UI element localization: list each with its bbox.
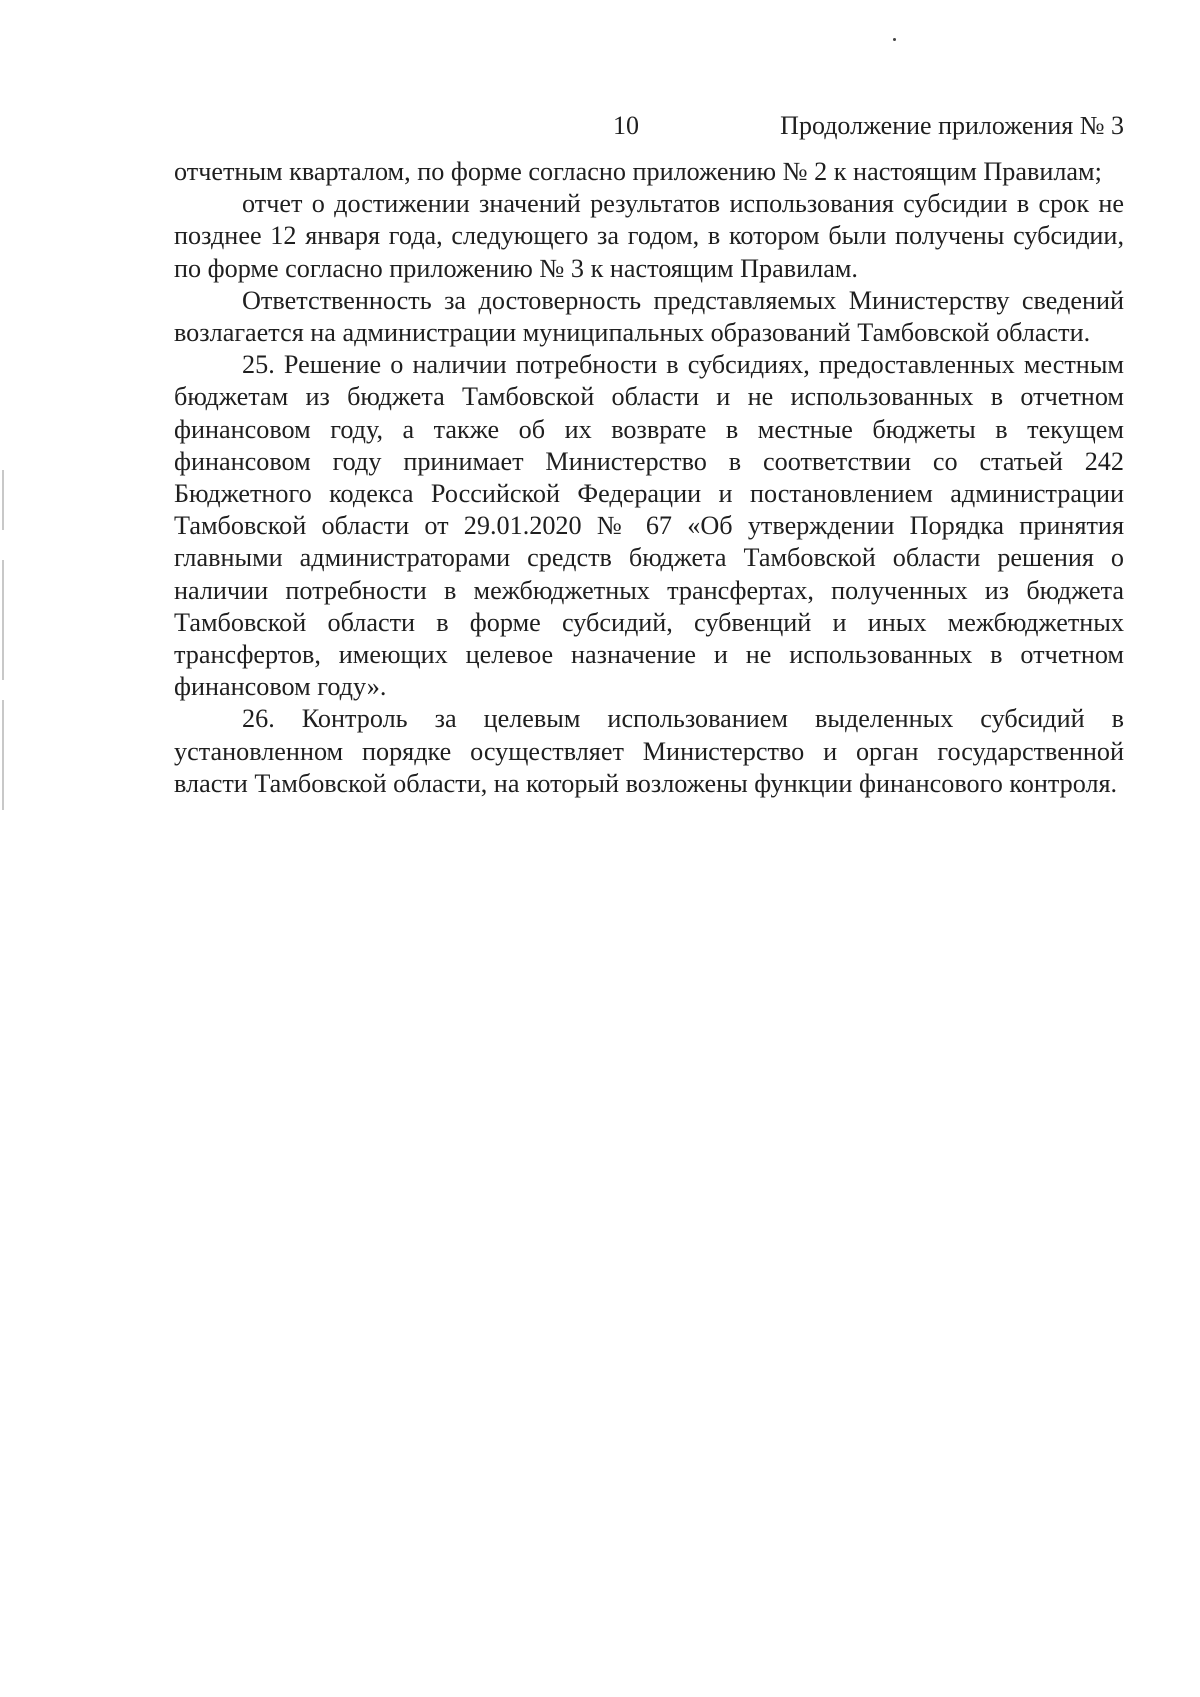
paragraph: 25. Решение о наличии потребности в субсидиях, предоставленных местным бюджетам из бюджета Тамбовской области и не использованных в отчетном финансовом году, а также об их возврате в местные бюджеты в текущем финансовом году принимает Министерство в соответствии со статьей 242 Бюджетного кодекса Российской Федерации и постановлением администрации Тамбовской области от 29.01.2020 № 67 «Об утверждении Порядка принятия главными администраторами средств бюджета Тамбовской области решения о наличии потребности в межбюджетных трансфертах, полученных из бюджета Тамбовской области в форме субсидий, субвенций и иных межбюджетных трансфертов, имеющих целевое назначение и не использованных в отчетном финансовом году». <box>174 350 1124 702</box>
paragraph: отчетным кварталом, по форме согласно приложению № 2 к настоящим Правилам; <box>174 157 1102 186</box>
page-number: 10 <box>613 111 639 140</box>
scan-speck <box>893 38 896 41</box>
document-body <box>174 156 1124 800</box>
scan-edge-mark <box>2 700 4 810</box>
paragraph: Ответственность за достоверность представляемых Министерству сведений возлагается на администрации муниципальных образований Тамбовской области. <box>174 285 1124 348</box>
page-header <box>0 111 1200 151</box>
scan-edge-mark <box>2 470 4 530</box>
paragraph: отчет о достижении значений результатов использования субсидии в срок не позднее 12 января года, следующего за годом, в котором были получены субсидии, по форме согласно приложению № 3 к настоящим Правилам. <box>174 189 1124 283</box>
paragraph: 26. Контроль за целевым использованием выделенных субсидий в установленном порядке осуществляет Министерство и орган государственной власти Тамбовской области, на который возложены функции финансового контроля. <box>174 704 1124 798</box>
scan-edge-mark <box>2 560 4 680</box>
appendix-continuation-label: Продолжение приложения № 3 <box>780 111 1124 140</box>
